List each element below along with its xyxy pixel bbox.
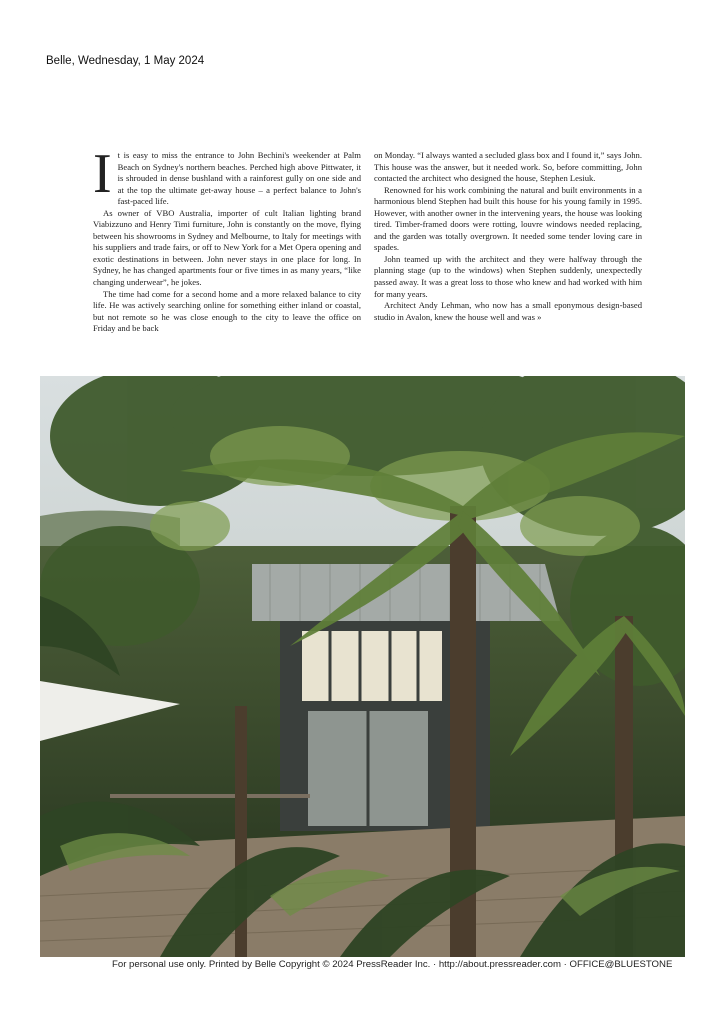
article-paragraph: Renowned for his work combining the natural and built environments in a harmonious blend Stephen had built this house for his young family in 1995. However, with another owner in the intervening years, the house was looking tired. Timber-framed doors were rotting, louvre windows needed replacing, and the garden was totally overgrown. It needed some tender loving care in spades.: [374, 184, 642, 253]
drop-cap: I: [93, 143, 112, 205]
article-paragraph: [93, 143, 361, 208]
photo-illustration: [40, 376, 685, 957]
upper-glazing: [302, 631, 442, 701]
article-paragraph: As owner of VBO Australia, importer of cult Italian lighting brand Viabizzuno and Henry Timi furniture, John is constantly on the move, flying between his showrooms in Sydney and Melbourne, to Italy for meetings with his suppliers and trade fairs, or off to New York for a Met Opera opening and exotic destinations in between. John never stays in one place for long. In Sydney, he has changed apartments four or five times in as many years, “like changing underwear”, he jokes.: [93, 207, 361, 288]
copyright-footer: For personal use only. Printed by Belle Copyright © 2024 PressReader Inc. · http://about.pressreader.com · OFFICE@BLUESTONE: [112, 959, 673, 970]
article-body: [93, 143, 642, 335]
paragraph-text: t is easy to miss the entrance to John Bechini's weekender at Palm Beach on Sydney's northern beaches. Perched high above Pittwater, it is shrouded in dense bushland with a rainforest gully on one side and at the top the ultimate get-away house – a perfect balance to John's fast-paced life.: [117, 150, 361, 207]
article-paragraph: John teamed up with the architect and they were halfway through the planning stage (up to the windows) when Stephen suddenly, unexpectedly passed away. It was a great loss to those who knew and had worked with him for many years.: [374, 253, 642, 299]
article-column-1: [93, 143, 361, 335]
deck-railing: [110, 794, 310, 798]
article-paragraph: The time had come for a second home and a more relaxed balance to city life. He was actively searching online for something either inland or coastal, but not remote so he was close enough to the city to leave the office on Friday and be back: [93, 288, 361, 334]
article-column-2: [374, 150, 642, 335]
article-paragraph: on Monday. “I always wanted a secluded glass box and I found it,” says John. This house was the answer, but it needed work. So, before committing, John contacted the architect who designed the house, Stephen Lesiuk.: [374, 150, 642, 184]
dateline: Belle, Wednesday, 1 May 2024: [46, 55, 205, 67]
house-in-rainforest-photo: [40, 376, 685, 957]
article-paragraph: Architect Andy Lehman, who now has a small eponymous design-based studio in Avalon, knew the house well and was »: [374, 300, 642, 322]
